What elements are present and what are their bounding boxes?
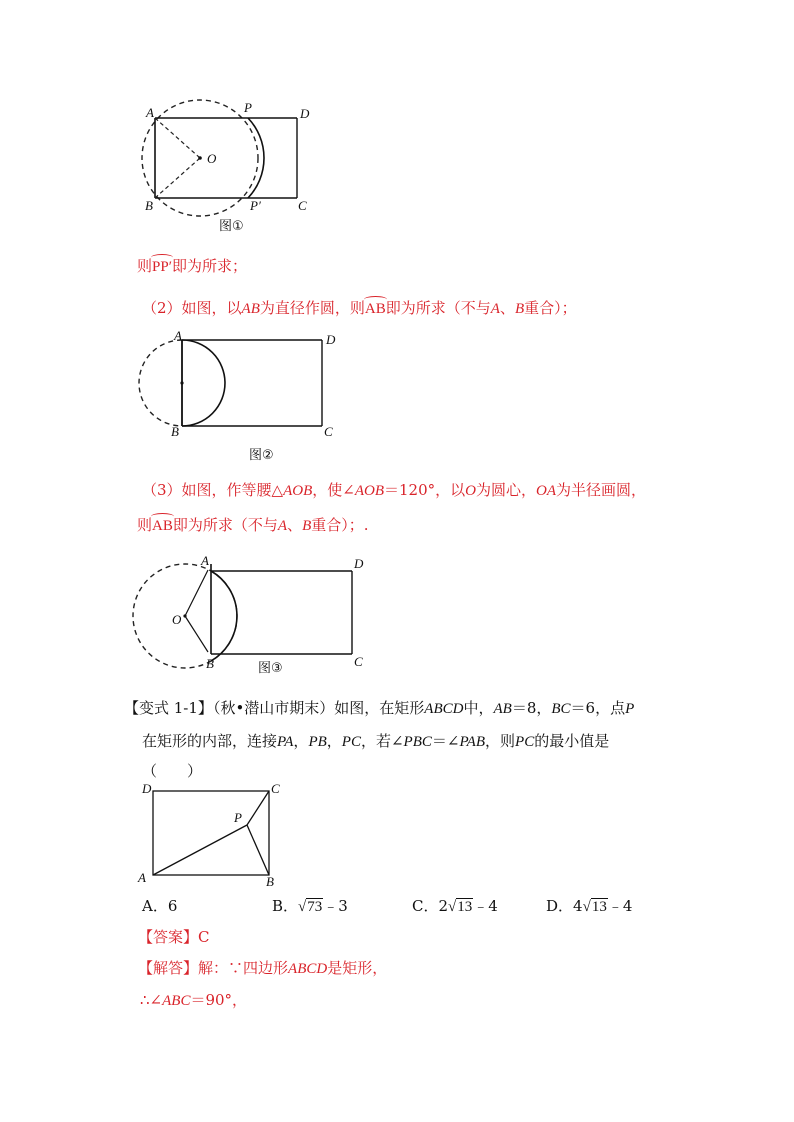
problem-l2-c: ，: [326, 732, 342, 750]
solution-line2-a: ∴∠: [140, 991, 163, 1009]
text3-l2-end: 重合）；.: [311, 516, 369, 534]
fig2-center-dot: [180, 381, 183, 384]
text3-aob2: AOB: [354, 483, 385, 499]
text2-mid: 为直径作圆，则: [259, 299, 365, 317]
problem-bc: BC: [551, 701, 571, 717]
problem-pbc: PBC: [403, 734, 432, 750]
solution-abcd: ABCD: [288, 961, 328, 977]
fig1-label-a: A: [146, 105, 154, 120]
problem-pc2: PC: [515, 734, 535, 750]
text2-a: A: [490, 301, 500, 317]
problem-abcd: ABCD: [424, 701, 464, 717]
problem-pc: PC: [341, 734, 361, 750]
fig1-label-o: O: [207, 151, 217, 166]
fig2-label-a: A: [174, 328, 182, 343]
fig3-solid-arc: [211, 571, 237, 661]
text2-num: （2）如图，以: [142, 299, 242, 317]
option-c-letter: C．: [412, 897, 439, 915]
text-line-3a: [142, 479, 646, 500]
problem-line-2: [142, 730, 609, 751]
text3-l2-after: 即为所求（不与: [172, 516, 278, 534]
text1-prefix: 则: [137, 257, 153, 275]
figure-1: [130, 98, 330, 238]
text2-arc-ab: AB: [364, 301, 386, 317]
text3-l2-a: A: [277, 518, 288, 534]
option-c-tail: ﹣4: [473, 897, 498, 915]
text3-l1-c: ＝120°，以: [384, 481, 466, 499]
option-c[interactable]: [412, 895, 498, 916]
problem-pb: PB: [308, 734, 327, 750]
option-c-rad: 13: [457, 899, 473, 915]
text1-suffix: 即为所求；: [171, 257, 247, 275]
fig3-center-dot: [183, 614, 186, 617]
text2-sep: 、: [499, 299, 515, 317]
text3-l1-b: ，使∠: [312, 481, 355, 499]
option-b-tail: ﹣3: [323, 897, 348, 915]
text-line-1: [137, 255, 247, 276]
fig3-label-c: C: [354, 654, 363, 669]
fig3-oa: [185, 570, 208, 616]
problem-pab: PAB: [459, 734, 486, 750]
solution-line-2: [140, 989, 247, 1010]
problem-line-1: [124, 697, 634, 718]
fig4-label-c: C: [271, 781, 280, 796]
fig2-caption: 图②: [249, 448, 274, 463]
problem-source: （秋•潜山市期末）如图，在矩形: [212, 699, 425, 717]
option-b[interactable]: [272, 895, 348, 916]
problem-l2-f: ，则: [485, 732, 516, 750]
option-b-letter: B．: [272, 897, 299, 915]
option-a-letter: A．: [142, 897, 168, 915]
text2-b: B: [514, 301, 525, 317]
text3-l2-prefix: 则: [137, 516, 153, 534]
problem-tag: 【变式 1-1】: [124, 699, 213, 717]
figure-4: [132, 778, 292, 890]
fig4-pb: [247, 825, 269, 875]
fig1-label-c: C: [298, 198, 307, 213]
text3-l1-e: 为半径画圆，: [556, 481, 647, 499]
option-a[interactable]: [142, 895, 177, 916]
option-c-coef: 2: [438, 897, 449, 915]
text3-arc-ab: AB: [152, 518, 173, 534]
text2-ab: AB: [241, 301, 260, 317]
text3-oa: OA: [536, 483, 557, 499]
problem-l2-d: ，若∠: [360, 732, 404, 750]
option-d-tail: ﹣4: [607, 897, 633, 915]
fig3-label-d: D: [354, 556, 364, 571]
fig3-caption: 图③: [258, 661, 283, 676]
option-d-letter: D．: [546, 897, 574, 915]
option-d-rad: 13: [591, 899, 607, 915]
fig2-label-b: B: [171, 424, 179, 439]
solution-abc: ABC: [162, 993, 191, 1009]
fig4-label-b: B: [266, 874, 274, 889]
problem-l2-g: 的最小值是: [534, 732, 610, 750]
option-d-coef: 4: [573, 897, 583, 915]
problem-p3: ＝6，点: [570, 699, 626, 717]
option-a-text: 6: [167, 897, 178, 915]
fig4-label-d: D: [142, 781, 152, 796]
problem-p1: 中，: [463, 699, 494, 717]
option-d-sqrt: √13: [582, 899, 607, 915]
problem-l2-e: ＝∠: [431, 732, 460, 750]
fig1-label-d: D: [300, 106, 310, 121]
text3-aob: AOB: [283, 483, 313, 499]
option-c-sqrt: √13: [448, 899, 473, 915]
problem-p: P: [625, 701, 635, 717]
solution-line-1: [138, 957, 387, 978]
fig4-label-a: A: [138, 870, 146, 885]
fig1-caption: 图①: [219, 219, 244, 234]
problem-pa: PA: [277, 734, 294, 750]
solution-label: 【解答】: [138, 959, 199, 977]
solution-line2-b: ＝90°，: [190, 991, 248, 1009]
fig2-label-d: D: [326, 332, 336, 347]
solution-text2: 是矩形，: [327, 959, 388, 977]
text3-l2-b: B: [302, 518, 312, 534]
figure-2: [130, 328, 350, 468]
text3-l1-d: 为圆心，: [476, 481, 537, 499]
fig4-pa: [153, 825, 247, 875]
fig4-label-p: P: [234, 810, 242, 825]
problem-ab: AB: [493, 701, 512, 717]
text3-l1-a: （3）如图，作等腰△: [142, 481, 284, 499]
text2-end: 重合）；: [524, 299, 577, 317]
text-line-2: [142, 297, 577, 318]
fig2-dashed-arc: [139, 340, 182, 426]
problem-l2-b: ，: [293, 732, 309, 750]
fig1-label-b: B: [145, 198, 153, 213]
option-d[interactable]: [546, 895, 632, 916]
figure-3: [130, 550, 380, 680]
fig1-center-dot: [198, 156, 202, 160]
fig4-pc: [247, 791, 269, 825]
fig1-label-p: P: [244, 100, 252, 115]
answer-line: [138, 926, 210, 947]
arc-pp: PP′: [152, 259, 172, 275]
text3-o: O: [465, 483, 476, 499]
fig1-label-p2: P′: [250, 198, 261, 213]
answer-label: 【答案】: [138, 928, 199, 946]
text2-after: 即为所求（不与: [385, 299, 491, 317]
fig4-rectangle: [153, 791, 269, 875]
text-line-3b: [137, 514, 369, 535]
problem-paren: （ ）: [142, 762, 203, 780]
fig3-ob: [185, 616, 208, 652]
fig3-label-o: O: [172, 612, 182, 627]
fig3-label-b: B: [206, 656, 214, 671]
text3-l2-sep: 、: [287, 516, 303, 534]
answer-value: C: [198, 928, 210, 946]
solution-text1: 解：∵四边形: [198, 959, 289, 977]
problem-l2-a: 在矩形的内部，连接: [142, 732, 278, 750]
option-b-sqrt: √73: [298, 899, 323, 915]
fig1-oa: [155, 118, 200, 158]
fig2-label-c: C: [324, 424, 333, 439]
problem-p2: ＝8，: [511, 699, 552, 717]
fig2-solid-arc: [182, 340, 225, 426]
fig3-label-a: A: [201, 553, 209, 568]
option-b-rad: 73: [307, 899, 323, 915]
fig1-ob: [155, 158, 200, 198]
